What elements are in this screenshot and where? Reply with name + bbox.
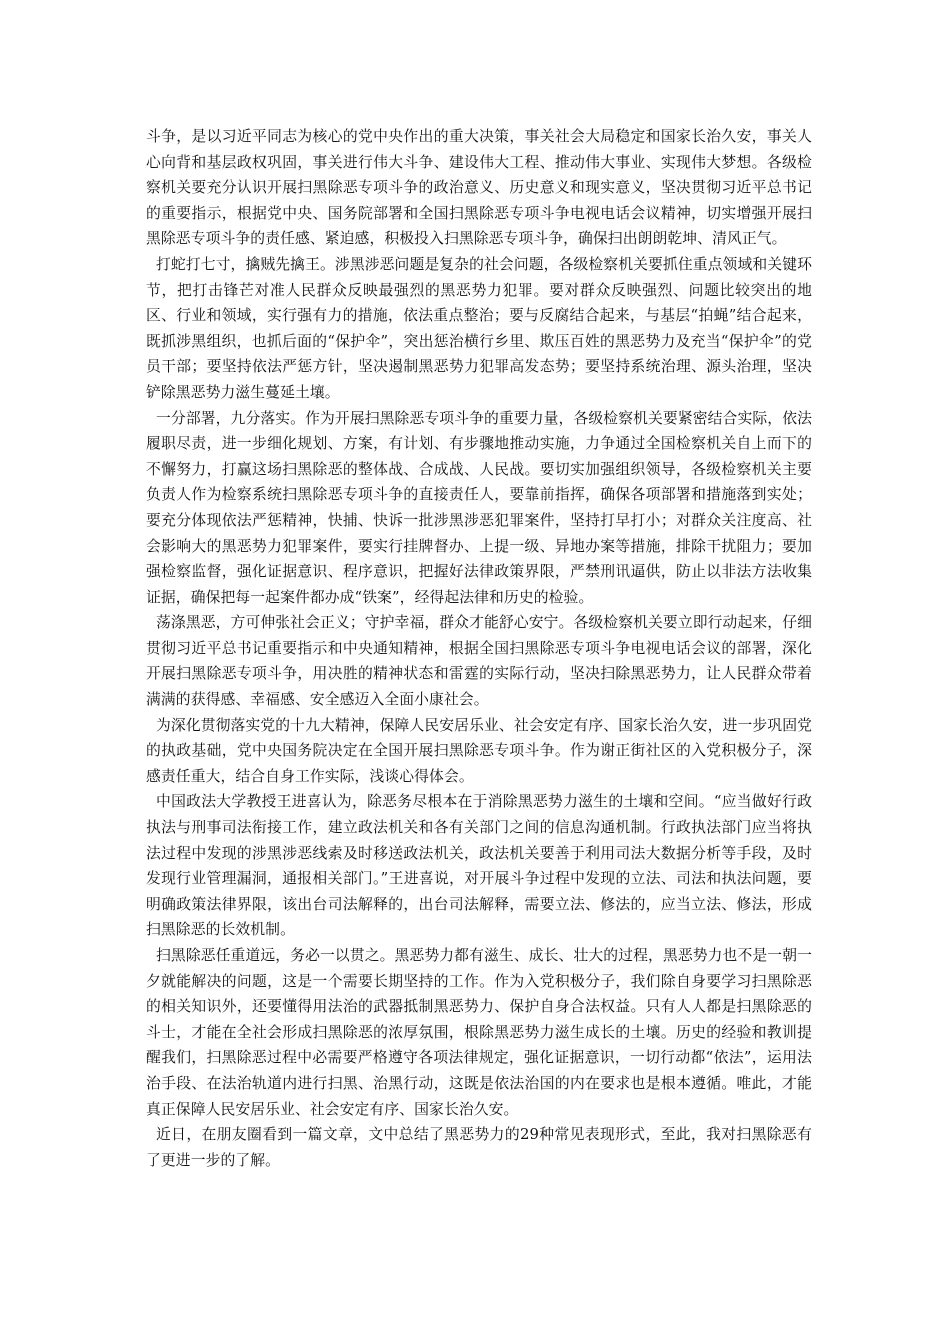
paragraph-3: 一分部署，九分落实。作为开展扫黑除恶专项斗争的重要力量，各级检察机关要紧密结合实际，依法履职尽责，进一步细化规划、方案，有计划、有步骤地推动实施，力争通过全国检察机关自上而下的不懈努力，打赢这场扫黑除恶的整体战、合成战、人民战。要切实加强组织领导，各级检察机关主要负责人作为检察系统扫黑除恶专项斗争的直接责任人，要靠前指挥，确保各项部署和措施落到实处；要充分体现依法严惩精神，快捕、快诉一批涉黑涉恶犯罪案件，坚持打早打小；对群众关注度高、社会影响大的黑恶势力犯罪案件，要实行挂牌督办、上提一级、异地办案等措施，排除干扰阻力；要加强检察监督，强化证据意识、程序意识，把握好法律政策界限，严禁刑讯逼供，防止以非法方法收集证据，确保把每一起案件都办成“铁案”，经得起法律和历史的检验。 bbox=[146, 409, 812, 606]
paragraph-6: 中国政法大学教授王进喜认为，除恶务尽根本在于消除黑恶势力滋生的土壤和空间。“应当做好行政执法与刑事司法衔接工作，建立政法机关和各有关部门之间的信息沟通机制。行政执法部门应当将执法过程中发现的涉黑涉恶线索及时移送政法机关，政法机关要善于利用司法大数据分析等手段，及时发现行业管理漏洞，通报相关部门。”王进喜说，对开展斗争过程中发现的立法、司法和执法问题，要明确政策法律界限，该出台司法解释的，出台司法解释，需要立法、修法的，应当立法、修法，形成扫黑除恶的长效机制。 bbox=[146, 793, 812, 939]
paragraph-5: 为深化贯彻落实党的十九大精神，保障人民安居乐业、社会安定有序、国家长治久安，进一步巩固党的执政基础，党中央国务院决定在全国开展扫黑除恶专项斗争。作为谢正街社区的入党积极分子，深感责任重大，结合自身工作实际，浅谈心得体会。 bbox=[146, 716, 812, 785]
paragraph-2: 打蛇打七寸，擒贼先擒王。涉黑涉恶问题是复杂的社会问题，各级检察机关要抓住重点领域和关键环节，把打击锋芒对准人民群众反映最强烈的黑恶势力犯罪。要对群众反映强烈、问题比较突出的地区、行业和领域，实行强有力的措施，依法重点整治；要与反腐结合起来，与基层“拍蝇”结合起来，既抓涉黑组织，也抓后面的“保护伞”，突出惩治横行乡里、欺压百姓的黑恶势力及充当“保护伞”的党员干部；要坚持依法严惩方针，坚决遏制黑恶势力犯罪高发态势；要坚持系统治理、源头治理，坚决铲除黑恶势力滋生蔓延土壤。 bbox=[146, 255, 812, 401]
paragraph-4: 荡涤黑恶，方可伸张社会正义；守护幸福，群众才能舒心安宁。各级检察机关要立即行动起来，仔细贯彻习近平总书记重要指示和中央通知精神，根据全国扫黑除恶专项斗争电视电话会议的部署，深化开展扫黑除恶专项斗争，用决胜的精神状态和雷霆的实际行动，坚决扫除黑恶势力，让人民群众带着满满的获得感、幸福感、安全感迈入全面小康社会。 bbox=[146, 614, 812, 709]
paragraph-1: 斗争，是以习近平同志为核心的党中央作出的重大决策，事关社会大局稳定和国家长治久安，事关人心向背和基层政权巩固，事关进行伟大斗争、建设伟大工程、推动伟大事业、实现伟大梦想。各级检察机关要充分认识开展扫黑除恶专项斗争的政治意义、历史意义和现实意义，坚决贯彻习近平总书记的重要指示，根据党中央、国务院部署和全国扫黑除恶专项斗争电视电话会议精神，切实增强开展扫黑除恶专项斗争的责任感、紧迫感，积极投入扫黑除恶专项斗争，确保扫出朗朗乾坤、清风正气。 bbox=[146, 128, 812, 248]
paragraph-8: 近日，在朋友圈看到一篇文章，文中总结了黑恶势力的29种常见表现形式，至此，我对扫黑除恶有了更进一步的了解。 bbox=[146, 1126, 812, 1169]
paragraph-7: 扫黑除恶任重道远，务必一以贯之。黑恶势力都有滋生、成长、壮大的过程，黑恶势力也不是一朝一夕就能解决的问题，这是一个需要长期坚持的工作。作为入党积极分子，我们除自身要学习扫黑除恶的相关知识外，还要懂得用法治的武器抵制黑恶势力、保护自身合法权益。只有人人都是扫黑除恶的斗士，才能在全社会形成扫黑除恶的浓厚氛围，根除黑恶势力滋生成长的土壤。历史的经验和教训提醒我们，扫黑除恶过程中必需要严格遵守各项法律规定，强化证据意识，一切行动都“依法”，运用法治手段、在法治轨道内进行扫黑、治黑行动，这既是依法治国的内在要求也是根本遵循。唯此，才能真正保障人民安居乐业、社会安定有序、国家长治久安。 bbox=[146, 947, 812, 1118]
document-body bbox=[146, 124, 812, 1173]
